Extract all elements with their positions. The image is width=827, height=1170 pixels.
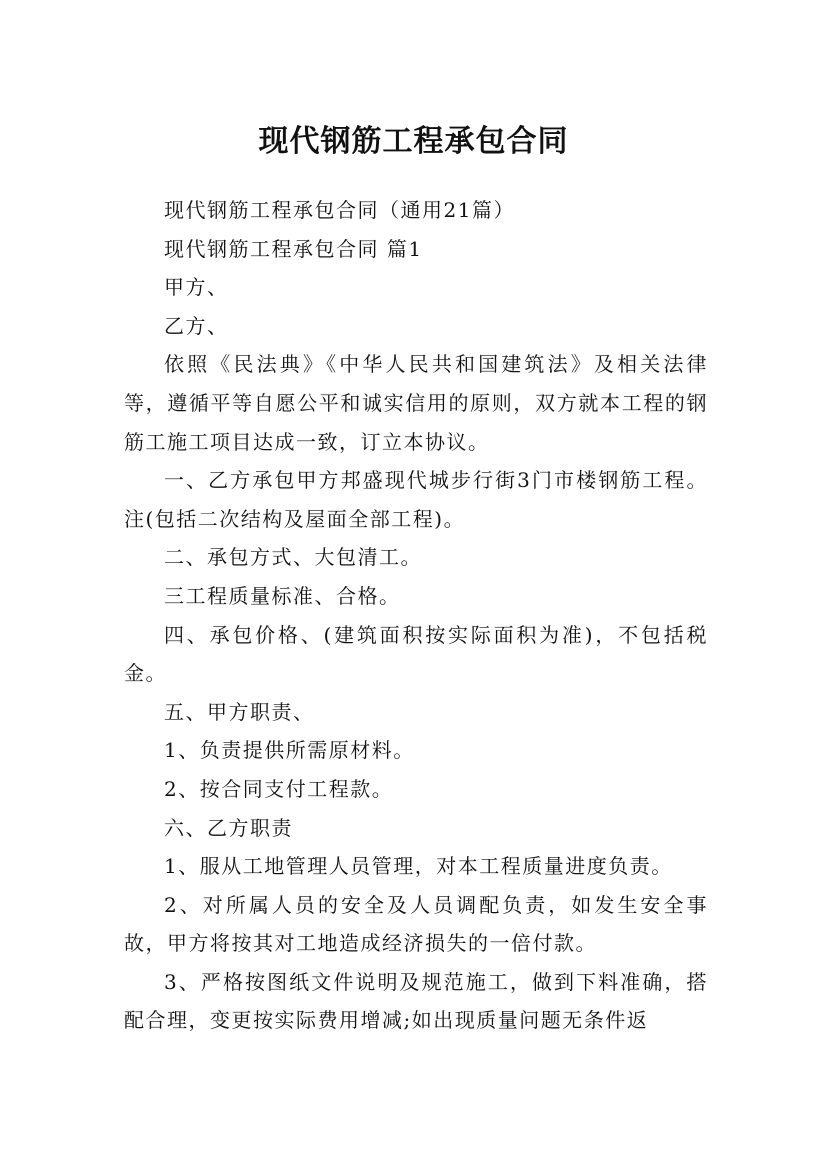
paragraph-party-b: 乙方、 (164, 313, 229, 338)
paragraph-clause-6-item-1: 1、服从工地管理人员管理，对本工程质量进度负责。 (164, 854, 673, 879)
paragraph-clause-5-item-2: 2、按合同支付工程款。 (164, 776, 394, 801)
paragraph-section-title: 现代钢筋工程承包合同 篇1 (164, 236, 423, 261)
paragraph-preamble: 依照《民法典》《中华人民共和国建筑法》及相关法律等，遵循平等自愿公平和诚实信用的原则，双方就本工程的钢筋工施工项目达成一致，订立本协议。 (124, 352, 708, 454)
paragraph-clause-4: 四、承包价格、(建筑面积按实际面积为准)，不包括税金。 (124, 622, 708, 686)
paragraph-clause-2: 二、承包方式、大包清工。 (164, 545, 422, 570)
paragraph-clause-3: 三工程质量标准、合格。 (164, 583, 401, 608)
paragraph-clause-5: 五、甲方职责、 (164, 699, 315, 724)
paragraph-party-a: 甲方、 (164, 275, 229, 300)
paragraph-heading: 现代钢筋工程承包合同（通用21篇） (164, 198, 515, 222)
document-body (124, 191, 708, 1040)
paragraph-clause-1: 一、乙方承包甲方邦盛现代城步行街3门市楼钢筋工程。注(包括二次结构及屋面全部工程)。 (124, 468, 708, 531)
paragraph-clause-6-item-2: 2、对所属人员的安全及人员调配负责，如发生安全事故，甲方将按其对工地造成经济损失的一倍付款。 (124, 892, 708, 956)
paragraph-clause-6: 六、乙方职责 (164, 815, 293, 840)
paragraph-clause-6-item-3: 3、严格按图纸文件说明及规范施工，做到下料准确，搭配合理，变更按实际费用增减;如出现质量问题无条件返 (124, 969, 708, 1033)
document-title: 现代钢筋工程承包合同 (258, 124, 569, 160)
paragraph-clause-5-item-1: 1、负责提供所需原材料。 (164, 738, 415, 763)
